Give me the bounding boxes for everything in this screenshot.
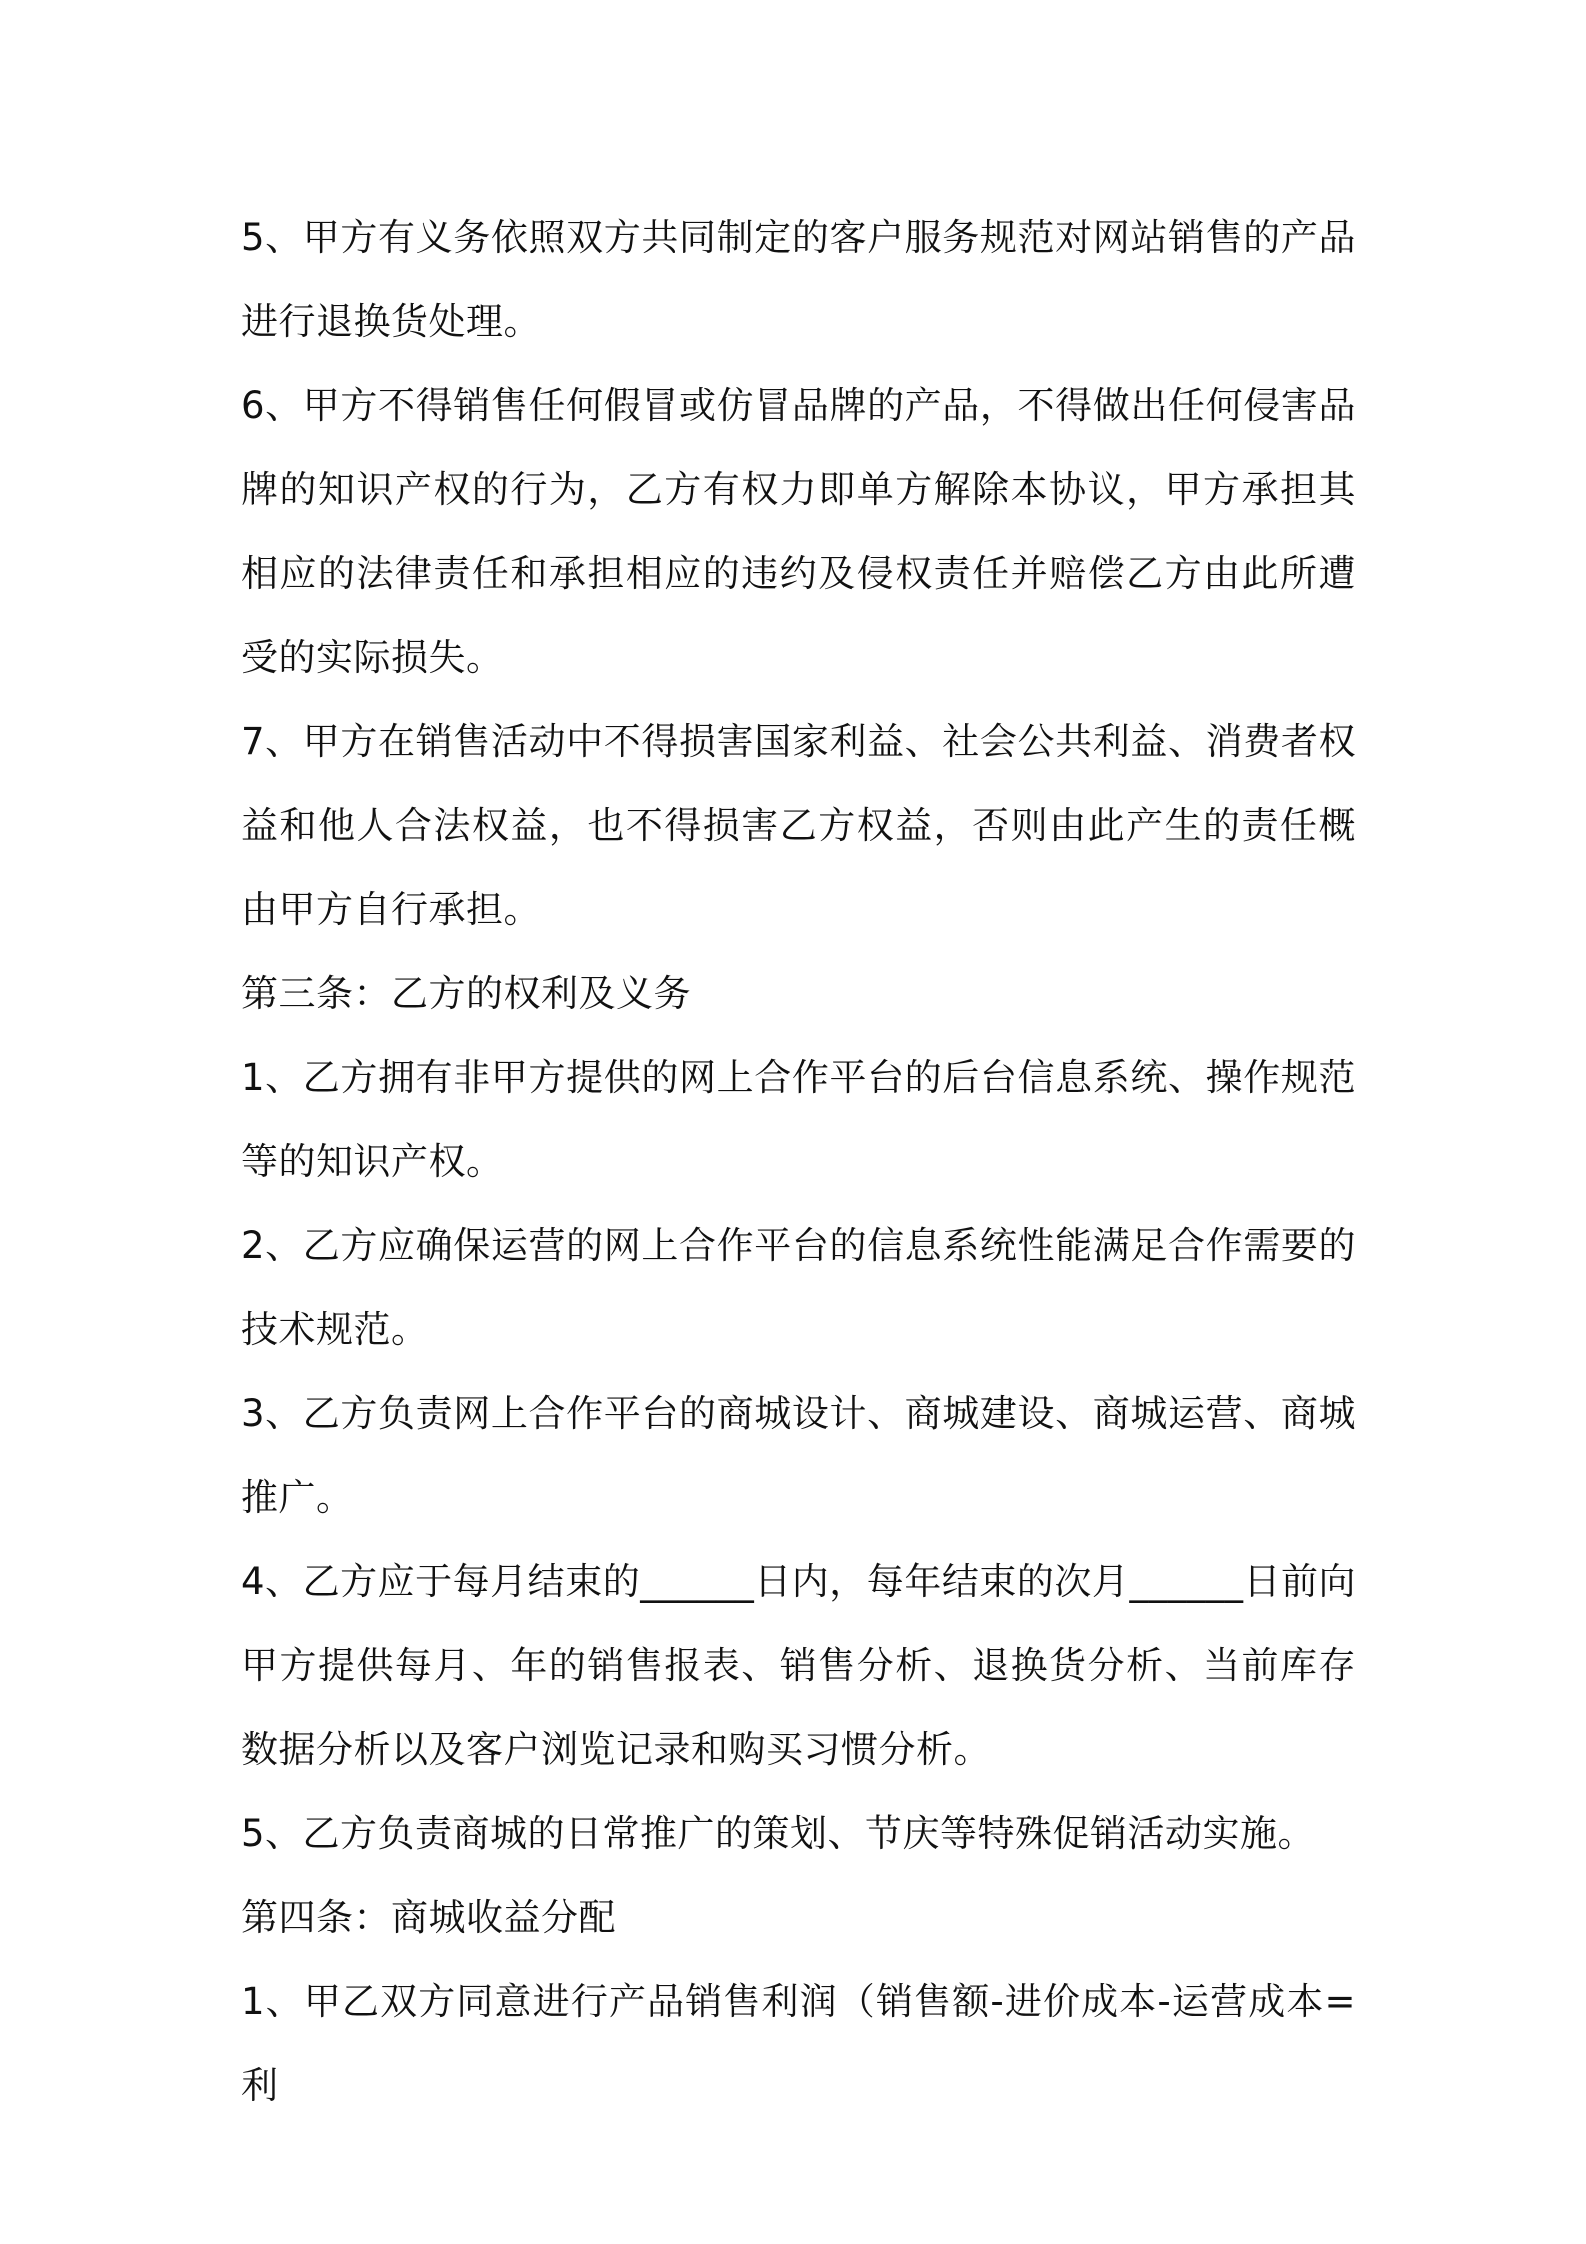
clause-party-b-5: 5、乙方负责商城的日常推广的策划、节庆等特殊促销活动实施。	[241, 1812, 1316, 1855]
article-3-heading: 第三条：乙方的权利及义务	[241, 972, 691, 1015]
clause-party-a-7: 7、甲方在销售活动中不得损害国家利益、社会公共利益、消费者权益和他人合法权益，也不得损害乙方权益，否则由此产生的责任概由甲方自行承担。	[241, 720, 1356, 931]
clause-party-b-1: 1、乙方拥有非甲方提供的网上合作平台的后台信息系统、操作规范等的知识产权。	[241, 1056, 1356, 1183]
clause-party-a-5: 5、甲方有义务依照双方共同制定的客户服务规范对网站销售的产品进行退换货处理。	[241, 216, 1356, 343]
clause-revenue-1: 1、甲乙双方同意进行产品销售利润（销售额-进价成本-运营成本=利	[241, 1980, 1356, 2107]
clause-party-b-2: 2、乙方应确保运营的网上合作平台的信息系统性能满足合作需要的技术规范。	[241, 1224, 1356, 1351]
clause-party-a-6: 6、甲方不得销售任何假冒或仿冒品牌的产品，不得做出任何侵害品牌的知识产权的行为，乙方有权力即单方解除本协议，甲方承担其相应的法律责任和承担相应的违约及侵权责任并赔偿乙方由此所遭受的实际损失。	[241, 384, 1356, 679]
clause-party-b-3: 3、乙方负责网上合作平台的商城设计、商城建设、商城运营、商城推广。	[241, 1392, 1356, 1519]
article-4-heading: 第四条：商城收益分配	[241, 1896, 616, 1939]
clause-party-b-4: 4、乙方应于每月结束的______日内，每年结束的次月______日前向甲方提供每月、年的销售报表、销售分析、退换货分析、当前库存数据分析以及客户浏览记录和购买习惯分析。	[241, 1560, 1356, 1771]
document-body	[241, 196, 1356, 2128]
